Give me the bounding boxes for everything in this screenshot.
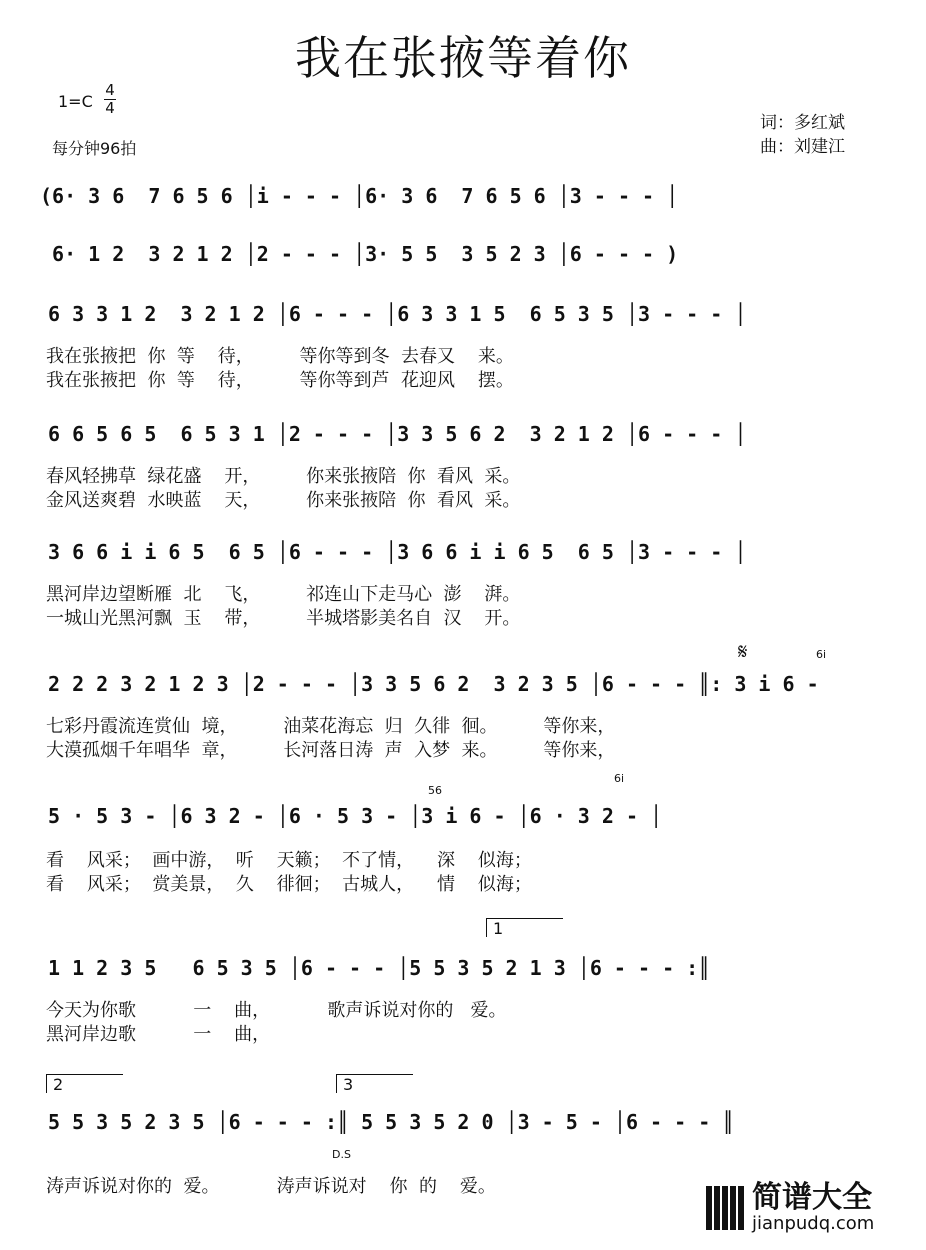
volta-1: 1 xyxy=(486,918,563,937)
logo-url: jianpudq.com xyxy=(752,1213,875,1234)
lyric-row-5-verse-2: 一城山光黑河飘 玉 带， 半城塔影美名自 汉 开。 xyxy=(46,608,521,629)
key-signature: 1=C xyxy=(58,92,93,111)
lyric-row-9-verse-1: 涛声诉说对你的 爱。 涛声诉说对 你 的 爱。 xyxy=(46,1176,496,1197)
time-top: 4 xyxy=(105,81,115,99)
grace-note-1: 6i xyxy=(816,648,827,661)
score-row-3: 6 3 3 1 2 3 2 1 2 │6 - - - │6 3 3 1 5 6 5 3 5 │3 - - - │ xyxy=(48,302,747,326)
score-row-2: 6· 1 2 3 2 1 2 │2 - - - │3· 5 5 3 5 2 3 │6 - - - ) xyxy=(40,242,679,266)
lyricist: 词：多红斌 xyxy=(760,113,845,133)
logo-text: 简谱大全 xyxy=(752,1180,872,1215)
piano-keys-icon xyxy=(706,1186,744,1230)
lyric-row-4-verse-1: 春风轻拂草 绿花盛 开， 你来张掖陪 你 看风 采。 xyxy=(46,466,521,487)
score-row-6: 2 2 2 3 2 1 2 3 │2 - - - │3 3 5 6 2 3 2 3 5 │6 - - - ║: 3 i 6 - xyxy=(48,672,819,696)
score-row-7: 5 · 5 3 - │6 3 2 - │6 · 5 3 - │3 i 6 - │6 · 3 2 - │ xyxy=(48,804,663,828)
site-logo xyxy=(706,1182,874,1234)
score-row-5: 3 6 6 i i 6 5 6 5 │6 - - - │3 6 6 i i 6 5 6 5 │3 - - - │ xyxy=(48,540,747,564)
time-signature xyxy=(104,82,116,117)
tempo-marking: 每分钟96拍 xyxy=(52,139,137,158)
lyric-row-3-verse-1: 我在张掖把 你 等 待， 等你等到冬 去春又 来。 xyxy=(46,346,514,367)
lyric-row-3-verse-2: 我在张掖把 你 等 待， 等你等到芦 花迎风 摆。 xyxy=(46,370,514,391)
lyric-row-4-verse-2: 金风送爽碧 水映蓝 天， 你来张掖陪 你 看风 采。 xyxy=(46,490,521,511)
lyric-row-6-verse-2: 大漠孤烟千年唱华 章， 长河落日涛 声 入梦 来。 等你来， xyxy=(46,740,616,761)
composer: 曲：刘建江 xyxy=(760,137,845,157)
score-row-4: 6 6 5 6 5 6 5 3 1 │2 - - - │3 3 5 6 2 3 2 1 2 │6 - - - │ xyxy=(48,422,747,446)
lyric-row-6-verse-1: 七彩丹霞流连赏仙 境， 油菜花海忘 归 久徘 徊。 等你来， xyxy=(46,716,616,737)
lyric-row-5-verse-1: 黑河岸边望断雁 北 飞， 祁连山下走马心 澎 湃。 xyxy=(46,584,521,605)
score-row-9: 5 5 3 5 2 3 5 │6 - - - :║ 5 5 3 5 2 0 │3 - 5 - │6 - - - ║ xyxy=(48,1110,735,1134)
page-title: 我在张掖等着你 xyxy=(295,31,631,85)
segno-sign: 𝄋 xyxy=(738,640,748,665)
grace-note-2: 56 xyxy=(428,784,442,797)
lyric-row-8-verse-1: 今天为你歌 一 曲， 歌声诉说对你的 爱。 xyxy=(46,1000,507,1021)
score-row-1: (6· 3 6 7 6 5 6 │i - - - │6· 3 6 7 6 5 6 │3 - - - │ xyxy=(40,184,679,208)
grace-note-3: 6i xyxy=(614,772,625,785)
da-segno-marking: D.S xyxy=(332,1148,351,1161)
lyric-row-7-verse-1: 看 风采； 画中游， 听 天籁； 不了情， 深 似海； xyxy=(46,850,532,871)
lyric-row-8-verse-2: 黑河岸边歌 一 曲， xyxy=(46,1024,271,1045)
score-row-8: 1 1 2 3 5 6 5 3 5 │6 - - - │5 5 3 5 2 1 3 │6 - - - :║ xyxy=(48,956,711,980)
time-bottom: 4 xyxy=(105,99,115,117)
volta-2: 2 xyxy=(46,1074,123,1093)
lyric-row-7-verse-2: 看 风采； 赏美景， 久 徘徊； 古城人， 情 似海； xyxy=(46,874,532,895)
volta-3: 3 xyxy=(336,1074,413,1093)
